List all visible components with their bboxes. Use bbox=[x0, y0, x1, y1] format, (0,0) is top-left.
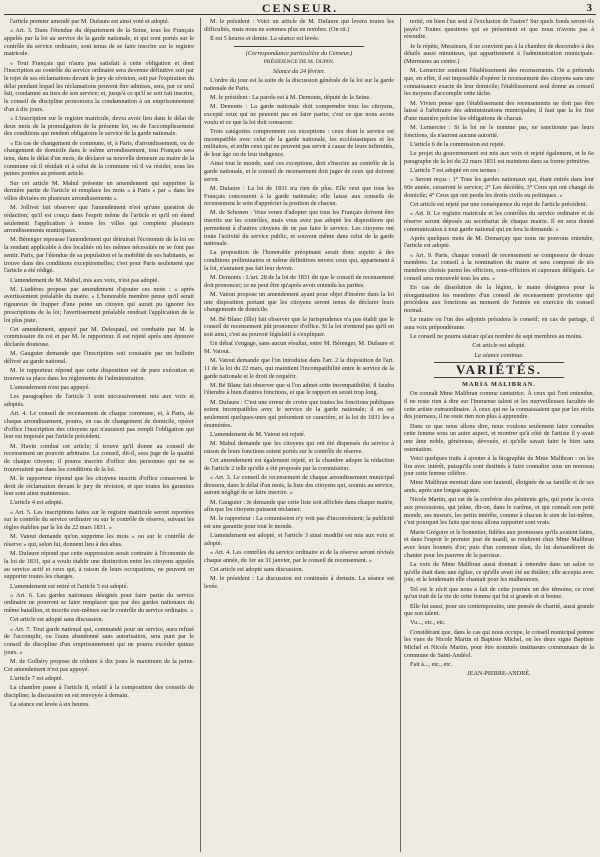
paragraph: M. Bé Blanc fait observer que si l'on admet cette incompatibilité, il faudra l'étendre à bien d'autres fonctions, et que le rapport en serait trop long. bbox=[204, 381, 394, 397]
paragraph: M. Gauguier demande que l'inscription soit constatée par un bulletin délivré au garde national. bbox=[4, 350, 194, 366]
paragraph: « Tout Français qui n'aura pas satisfait à cette obligation et dont l'inscription au contrôle du service ordinaire sera devenue définitive soit par le rejet de ses réclamations devant le jury de révision, soit par l'expiration du délai pendant lequel les réclamations peuvent être admises, sera, par ce seul fait, condamné au tiers de son service; et, jusqu'à ce qu'il se soit fait inscrire, le conseil de discipline prononcera la condamnation à un emprisonnement d'un à dix jours. bbox=[4, 59, 194, 113]
paragraph: Sur cet article M. Mahul présente un amendement qui supprime la dernière partie de l'article et remplace les mots « à Paris » par « dans les villes divisées en plusieurs arrondissements ». bbox=[4, 179, 194, 202]
paragraph: M. Vatout demande que l'on introduise dans l'art. 2 la disposition de l'art. 11 de la loi du 22 mars, qui maintient l'incompatibilité entre le service de la garde nationale et le droit de requérir. bbox=[204, 357, 394, 380]
paragraph: « Seront reçus : 1° Tous les gardes nationaux qui, étant entrés dans leur 60e année, cesseront le service; 2° Les décédés; 3° Ceux qui ont changé de domicile; 4° Ceux qui ont perdu les droits civils ou politiques. » bbox=[404, 176, 594, 199]
paragraph: M. Demonts : La garde nationale doit comprendre tous les citoyens, excepté ceux qui ne peuvent pas en faire partie; c'est ce que nous avons voulu et ce que la loi doit consacrer. bbox=[204, 103, 394, 126]
paragraph: Considérant que, dans le cas qui nous occupe, le conseil municipal prenne les vues de Nicole Martin et Baptiste Michel, on les deux signe Baptiste Michel et Nicole Martin, pour être nommés institueurs communaux de la commune de Saint-Andéol. bbox=[404, 628, 594, 659]
paragraph: M. le président : La parole est à M. Demonts, député de la Seine. bbox=[210, 94, 371, 102]
presidency-heading: PRÉSIDENCE DE M. DUPIN. bbox=[263, 58, 335, 65]
paragraph: On connaît Mme Malibran comme cantatrice. À ceux qui l'ont entendue, il ne reste rien à dire sur l'immense talent et les merveilleuses facultés de cette artiste extraordinaire. À ceux qui ne la connaissaient que par les récits des journaux, il ne reste rien non plus à apprendre. bbox=[404, 390, 594, 421]
session-date: Séance du 24 février. bbox=[273, 68, 325, 76]
paragraph: L'amendement n'est pas appuyé. bbox=[10, 384, 90, 392]
paragraph: Cet article est adopté sans discussion. bbox=[210, 566, 304, 574]
paragraph: Un débat s'engage, sans aucun résultat, entre M. Bérenger, M. Dufaure et M. Vatout. bbox=[204, 340, 394, 355]
paragraph: « En cas de changement de commune, et, à Paris, d'arrondissement, ou de changement de domicile dans le même arrondissement, tout Français sera tenu, dans le délai d'un mois, de déclarer sa nouvelle demeure au maire de la commune où il résidait et à celui de la commune où il va résider, sous les peines portées au présent article. bbox=[4, 139, 194, 178]
paragraph: Nicole Martin, qui est de la confrérie des pénitents gris, qui porte la croix aux processions, qui jeûne, dit-on, dans le carême, et qui connaît son petit monde, ses moeurs, les petits intérêts, comme à chacun le sien de lui-même, c'est pourquoi les faits que nous allons rapporter sont vrais. bbox=[404, 496, 594, 527]
paragraph: M. Jollivet fait observer que l'amendement n'est qu'une question de rédaction; qu'il est conçu dans l'esprit même de l'article et qu'il en étend seulement l'application à toutes les villes qui comptent plusieurs arrondissements municipaux. bbox=[4, 204, 194, 235]
paragraph: « Art. 4. Les contrôles du service ordinaire et de la réserve seront révisés chaque année, du 1er au 31 janvier, par le conseil de recensement. » bbox=[204, 549, 394, 564]
paragraph: M. Demonts : L'art. 28 de la loi de 1831 dit que le conseil de recensement doit prononcer; ce ne peut être qu'après avoir entendu les parties. bbox=[204, 274, 394, 289]
paragraph: L'article 6 de la commission est rejeté. bbox=[410, 141, 506, 149]
paragraph: l'article premier amendé par M. Dufaure est ainsi voté et adopté. bbox=[10, 18, 170, 25]
section-divider bbox=[234, 46, 364, 47]
paragraph: M. Gauguier : Je demande que cette liste soit affichée dans chaque mairie, afin que les citoyens puissent réclamer. bbox=[204, 498, 394, 514]
paragraph: L'amendement de M. Mahul, mis aux voix, n'est pas adopté. bbox=[10, 276, 159, 284]
paragraph: En cas de dissolution de la légion, le maire désignera pour la réorganisation les membres d'un conseil de recensement provisoire qui procèdera aux fonctions au moment de l'entrée en exercice du conseil normal. bbox=[404, 284, 594, 315]
paragraph: Après quelques mots de M. Demarçay que nous ne pouvons entendre, l'article est adopté. bbox=[404, 234, 594, 250]
paragraph: Cet amendement est également rejeté, et la chambre adopte la rédaction de l'article 2 telle qu'elle a été proposée par la commission. bbox=[204, 457, 394, 472]
paragraph: Il est 5 heures et demie. La séance est levée. bbox=[210, 34, 320, 42]
paragraph: La voix de Mme Malibran aussi donnait à entendre dans un salon ce qu'elle était dans une église, ce qu'elle avait été au théâtre; elle accepta avec joie, et le lendemain elle chantait pour les malheureux. bbox=[404, 561, 594, 584]
paragraph: La chambre passe à l'article 8, relatif à la composition des conseils de discipline; la discussion en est renvoyée à demain. bbox=[4, 683, 194, 699]
paragraph: La séance est levée à six heures. bbox=[10, 700, 90, 708]
paragraph: M. Bé Blanc (Ille) fait observer que la jurisprudence n'a pas établi que le conseil de recensement pût prononcer d'office. Si la loi n'entend pas qu'il en soit ainsi, c'est au pouvoir législatif à s'expliquer. bbox=[204, 315, 394, 339]
paragraph: M. le président : Voici un article de M. Dufaure qui levera toutes les difficultés, mais nous ne sommes plus en nombre. (On rit.) bbox=[204, 18, 394, 33]
column-2 bbox=[204, 18, 394, 852]
paragraph: M. le rapporteur : La commission n'y voit pas d'inconvénient; la publicité est une garantie pour tout le monde. bbox=[204, 515, 394, 531]
article-title: MARIA MALIBRAN. bbox=[462, 381, 536, 389]
paragraph: M. Vatout demande qu'on supprime les mots « ou sur le contrôle de réserve » qui, selon lui, donnent lieu à des abus. bbox=[4, 533, 194, 548]
paragraph: M. Vivien pense que l'établissement des recensements ne doit pas être laissé à l'arbitraire des administrations municipales; il faut que la loi fixe d'une manière précise les obligations de chacun. bbox=[404, 99, 594, 122]
paragraph: M. Mahul demande que les citoyens qui ont été dispensés du service à raison de leurs fonctions soient portés sur le contrôle de réserve. bbox=[204, 440, 394, 455]
paragraph: « Art. 3. Le conseil de recensement de chaque arrondissement municipal dressera, dans le délai d'un mois, la liste des citoyens qui, soumis au service, auront négligé de se faire inscrire. » bbox=[204, 473, 394, 497]
paragraph: Elle fut aussi, pour ses contemporains, une pensée de charité, aussi grande que son talent. bbox=[404, 602, 594, 618]
varietes-heading: VARIÉTÉS. bbox=[455, 362, 543, 378]
paragraph: « L'inscription sur le registre matricule, devra avoir lieu dans le délai de deux mois de la promulgation de la présente loi, ou de l'accomplissement des conditions qui rendent obligatoire le service de la garde nationale. bbox=[4, 114, 194, 138]
paragraph: L'article 7 est adopté. bbox=[10, 674, 63, 682]
paragraph: M. le rapporteur répond que cette disposition est de pure exécution et trouvera sa place dans les règlements de l'administration. bbox=[4, 367, 194, 382]
paragraph: Cet article est rejeté par une conséquence du rejet de l'article précédent. bbox=[410, 200, 588, 208]
newspaper-title: CENSEUR. bbox=[261, 1, 339, 15]
paragraph: M. Liadières propose par amendement d'ajouter ces mots : « après avertissement préalable du maire. » L'honorable membre pense qu'il serait rigoureux de frapper d'une peine un citoyen qui aurait pu ignorer les prescriptions de la loi; l'avertissement préalable rendrait l'application de la loi plus juste. bbox=[4, 285, 194, 324]
paragraph: M. Lemercier : Si la loi ne le nomme pas, ne sanctionne pas leurs fonctions, ils n'auront aucune autorité. bbox=[404, 124, 594, 139]
paragraph: L'article 4 est adopté. bbox=[10, 499, 63, 507]
paragraph: L'amendement de M. Vatout est rejeté. bbox=[210, 430, 306, 438]
paragraph: M. Vatout propose un amendement ayant pour objet d'insérer dans la loi une disposition portant que les citoyens seront tenus de déclarer leurs changements de domicile. bbox=[204, 291, 394, 314]
paragraph: L'article 7 est adopté en ces termes : bbox=[410, 167, 500, 175]
paragraph: M. Dufaure : La loi de 1831 n'a rien de plus. Elle veut que tous les Français concourent à la garde nationale; elle laisse aux conseils de recensement le soin d'apprécier la position de chacun. bbox=[204, 184, 394, 208]
paragraph: M. Dufaure : C'est une erreur de croire que toutes les fonctions publiques soient incompatibles avec le service de la garde nationale; il en est seulement quelques-unes qui présentent ce caractère, et la loi de 1831 les a énumérées. bbox=[204, 398, 394, 429]
correspondence-heading: (Correspondance particulière du Censeur.) bbox=[245, 49, 353, 57]
paragraph: M. Dufaure répond que cette suppression serait contraire à l'économie de la loi de 1831, qui a voulu établir une distinction entre les citoyens appelés au service actif et ceux qui, à raison de leurs occupations, ne peuvent en supporter toutes les charges. bbox=[4, 550, 194, 581]
paragraph: « Art. 7. Tout garde national qui, commandé pour un service, aura refusé de l'accomplir, ou l'aura abandonné sans autorisation, sera puni par le conseil de discipline d'un emprisonnement qui ne pourra excéder quinze jours. » bbox=[4, 625, 194, 656]
paragraph: M. le président : La discussion est continuée à demain. La séance est levée. bbox=[204, 575, 394, 591]
paragraph: Le conseil ne pourra statuer qu'au nombre de sept membres au moins. bbox=[410, 333, 583, 341]
column-3 bbox=[404, 18, 594, 852]
column-1 bbox=[4, 18, 194, 852]
paragraph: Art. 4. Le conseil de recensement de chaque commune, et, à Paris, de chaque arrondissement, pourra, en cas de changement de domicile, opérer d'office l'inscription des citoyens qui n'auraient pas rempli l'obligation qui leur est imposée par l'article précédent. bbox=[4, 410, 194, 441]
paragraph: « Art. 9. Paris, chaque conseil de recensement se composera de douze membres. Le conseil à la nomination du maire et sera composé de six membres choisis parmi les officiers, sous-officiers et caporaux délégués. Le conseil sera renouvelé tous les ans. » bbox=[404, 251, 594, 282]
column-separator bbox=[200, 18, 201, 852]
paragraph: Voici quelques traits à ajouter à la biographie de Mme Malibran : on les lira avec intérêt, puisqu'ils sont destinés à faire connaître sous un nouveau jour cette femme célèbre. bbox=[404, 454, 594, 478]
paragraph: L'amendement est retiré et l'article 5 est adopté. bbox=[10, 582, 129, 590]
paragraph: « Art. 6. Les gardes nationaux désignés pour faire partie du service ordinaire ne pourront se faire remplacer que par des gardes nationaux du même bataillon, et inscrits eux-mêmes sur le contrôle du service ordinaire. » bbox=[4, 591, 194, 615]
paragraph: L'ordre du jour est la suite de la discussion générale de la loi sur la garde nationale de Paris. bbox=[204, 77, 394, 92]
paragraph: Je le répète, Messieurs, il ne convient pas à la chambre de descendre à des détails aussi minutieux, qui appartiennent à l'administration municipale. (Murmures au centre.) bbox=[404, 42, 594, 66]
paragraph: « Art. 3. Dans l'étendue du département de la Seine, tous les Français appelés par la loi au service de la garde nationale, et qui sont portés sur le contrôle du service ordinaire, sont tenus de se faire inscrire sur le registre matricule. bbox=[4, 27, 194, 58]
paragraph: Cet article est adopté. bbox=[472, 342, 526, 350]
paragraph: M. Lemercier soutient l'établissement des recensements. On a prétendu que, en effet, il est impossible d'opérer le recensement des citoyens sans une connaissance exacte de leur domicile; l'établissement seul donne au conseil les moyens d'accomplir cette tâche. bbox=[404, 67, 594, 98]
paragraph: M. Bérenger repousse l'amendement qui détruirait l'économie de la loi en la rendant applicable à des localités où les mêmes nécessités ne se font pas sentir. Paris, par l'étendue de sa population et la mobilité de ses habitants, se trouve dans des conditions exceptionnelles; c'est pour Paris seulement que l'article a été rédigé. bbox=[4, 236, 194, 275]
masthead-rule bbox=[4, 14, 596, 15]
paragraph: M. Havin combat cet article; il trouve qu'il donne au conseil de recensement un pouvoir arbitraire. Le conseil, dit-il, sera juge de la qualité de chaque citoyen; il pourra inscrire d'office des personnes qui ne se trouveraient pas dans les conditions de la loi. bbox=[4, 442, 194, 473]
section-divider bbox=[434, 377, 564, 378]
paragraph: M. de Schonen : Vous venez d'adopter que tous les Français doivent être inscrits sur les contrôles, mais vous avez pas adopté les dispositions qui permettent à d'autres citoyens de ne pas faire le service. Les citoyens ont toute l'activité du service public, et souvent même dans celui de la garde nationale. bbox=[204, 209, 394, 248]
column-separator bbox=[400, 18, 401, 852]
page-number: 3 bbox=[586, 2, 592, 14]
paragraph: M. de Golbéry propose de réduire à dix jours le maximum de la peine. Cet amendement n'est pas appuyé. bbox=[4, 657, 194, 673]
paragraph: « Art. 5. Les inscriptions faites sur le registre matricule seront reportées sur le contrôle du service ordinaire ou sur le contrôle de réserve, suivant les règles établies par la loi du 22 mars 1831. » bbox=[4, 508, 194, 532]
paragraph: L'amendement est adopté, et l'article 3 ainsi modifié est mis aux voix et adopté. bbox=[204, 532, 394, 548]
paragraph: Fait à..., etc., etc. bbox=[410, 660, 453, 668]
paragraph: Cet amendement, appuyé par M. Delespaul, est combattu par M. le commissaire du roi et par M. le rapporteur. Il est rejeté après une épreuve déclarée douteuse. bbox=[4, 325, 194, 349]
paragraph: terité, on bien l'un seul à l'exclusion de l'autre? Sur quels fonds seront-ils payés? Toutes questions qui se présentent et que nous n'avons pas à résoudre. bbox=[404, 18, 594, 41]
paragraph: La séance continue. bbox=[474, 351, 524, 359]
masthead bbox=[0, 0, 600, 14]
paragraph: Mme Malibran montait dans son fauteuil, éloignée de sa famille et de ses amis, après une longue agonie. bbox=[404, 479, 594, 495]
paragraph: Les paragraphes de l'article 3 sont successivement mis aux voix et adoptés. bbox=[4, 393, 194, 409]
paragraph: « Art. 8. Le registre matricule et les contrôles du service ordinaire et de réserve seront déposés au secrétariat de chaque mairie. Il en sera donné communication à tout garde national qui en fera la demande. » bbox=[404, 210, 594, 233]
paragraph: M. le rapporteur répond que les citoyens inscrits d'office conservent le droit de réclamation devant le jury de révision, et que toutes les garanties leur sont ainsi maintenues. bbox=[4, 474, 194, 498]
paragraph: Ainsi tout le monde, sauf ces exceptions, doit s'inscrire au contrôle de la garde nationale, et le conseil de recensement doit juger de ceux qui doivent servir. bbox=[204, 160, 394, 183]
paragraph: Vu..., etc., etc. bbox=[410, 619, 446, 627]
paragraph: Le maire ou l'un des adjoints présidera le conseil; en cas de partage, il aura voix prépondérante. bbox=[404, 316, 594, 332]
paragraph: Le projet du gouvernement est mis aux voix et rejeté également, et le 6e paragraphe de la loi du 22 mars 1831 est maintenu dans sa forme primitive. bbox=[404, 150, 594, 165]
paragraph: Trois catégories comprennent ces exceptions : ceux dont le service est incompatible avec celui de la garde nationale, les ecclésiastiques et les militaires, et enfin ceux qui ne peuvent pas servir à cause de leurs infirmités, de leur âge ou de leur indigence. bbox=[204, 127, 394, 159]
paragraph: Dans ce que nous allons dire, nous voulons seulement faire connaître cette femme sous un autre aspect, et montrer qu'à côté de l'artiste il y avait une âme noble, généreuse, dévouée, et qu'elle savait faire le bien sans ostentation. bbox=[404, 422, 594, 453]
paragraph: Marie Grégoire et le bonnetier, fidèles aux promesses qu'ils avaient faites, et dans l'espoir le premier jour de mardi, se rendirent chez Mme Malibran avec leurs bonnets d'or; puis d'un commun élan, ils lui demandèrent de chanter pour les pauvres de la paroisse. bbox=[404, 528, 594, 559]
paragraph: Tel est le récit que nous a fait de cette journée un des témoins; ce n'est qu'un trait de la vie de cette femme qui fut si grande et si bonne. bbox=[404, 585, 594, 601]
paragraph: La proposition de l'honorable préopinant serait donc sujette à des conditions préliminaires et même définitives envers ceux qui, appartenant à la loi, n'auraient pas fait leur devoir. bbox=[204, 249, 394, 272]
paragraph: Cet article est adopté sans discussion. bbox=[10, 616, 104, 624]
signature: JEAN-PIERRE-ANDRÉ. bbox=[467, 670, 531, 678]
